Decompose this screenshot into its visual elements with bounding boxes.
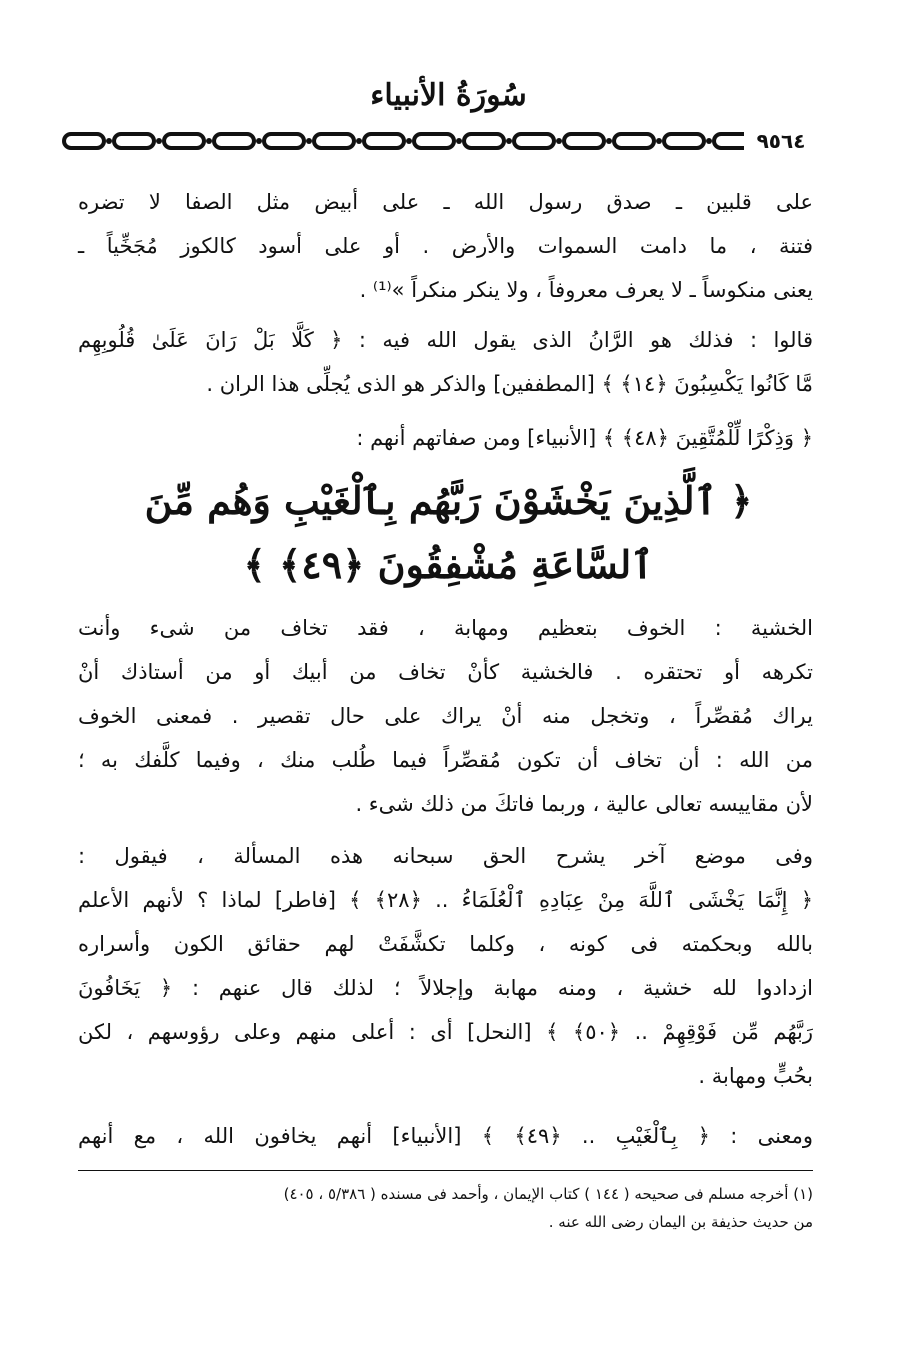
text-line: ومعنى : ﴿ بِٱلْغَيْبِ .. ﴿٤٩﴾ ﴾ [الأنبياء] أنهم يخافون الله ، مع أنهم bbox=[78, 1124, 813, 1148]
chain-dot bbox=[156, 138, 162, 144]
text-line: لأن مقاييسه تعالى عالية ، وربما فاتكَ من ذلك شىء . bbox=[355, 792, 813, 816]
chain-link bbox=[164, 134, 204, 148]
chain-dot bbox=[506, 138, 512, 144]
chain-link bbox=[514, 134, 554, 148]
text-line: يعنى منكوساً ـ لا يعرف معروفاً ، ولا ينكر منكراً »⁽¹⁾ . bbox=[359, 278, 813, 302]
chain-link bbox=[114, 134, 154, 148]
chain-dot bbox=[456, 138, 462, 144]
chain-link bbox=[664, 134, 704, 148]
footnote-line: من حديث حذيفة بن اليمان رضى الله عنه . bbox=[548, 1213, 813, 1231]
chain-dot bbox=[406, 138, 412, 144]
text-line: يراك مُقصِّراً ، وتخجل منه أنْ يراك على حال تقصير . فمعنى الخوف bbox=[78, 704, 813, 728]
surah-title: سُورَةُ الأنبياء bbox=[370, 78, 527, 113]
text-line: بحُبٍّ ومهابة . bbox=[698, 1064, 813, 1088]
chain-link bbox=[414, 134, 454, 148]
chain-link bbox=[364, 134, 404, 148]
chain-dot bbox=[706, 138, 712, 144]
chain-dot bbox=[256, 138, 262, 144]
text-line: تكرهه أو تحتقره . فالخشية كأنْ تخاف من أبيك أو من أستاذك أنْ bbox=[78, 660, 813, 684]
text-line: مَّا كَانُوا يَكْسِبُونَ ﴿١٤﴾ ﴾ [المطففين] والذكر هو الذى يُجلِّى هذا الران . bbox=[206, 372, 813, 396]
page-number: ٩٥٦٤ bbox=[744, 126, 818, 156]
text-line: رَبَّهُم مِّن فَوْقِهِمْ .. ﴿٥٠﴾ ﴾ [النحل] أى : أعلى منهم وعلى رؤوسهم ، لكن bbox=[78, 1020, 813, 1044]
text-line: من الله : أن تخاف أن تكون مُقصِّراً فيما طُلب منك ، وفيما كلَّفك به ؛ bbox=[78, 748, 813, 772]
chain-dot bbox=[206, 138, 212, 144]
chain-dot bbox=[106, 138, 112, 144]
text-line: ازدادوا لله خشية ، ومنه مهابة وإجلالاً ؛ لذلك قال عنهم : ﴿ يَخَافُونَ bbox=[78, 976, 813, 1000]
text-line: الخشية : الخوف بتعظيم ومهابة ، فقد تخاف من شىء وأنت bbox=[78, 616, 813, 640]
chain-dot bbox=[656, 138, 662, 144]
footnote-line: (١) أخرجه مسلم فى صحيحه ( ١٤٤ ) كتاب الإيمان ، وأحمد فى مسنده ( ٥/٣٨٦ ، ٤٠٥) bbox=[283, 1185, 813, 1203]
chain-dot bbox=[556, 138, 562, 144]
text-line: وفى موضع آخر يشرح الحق سبحانه هذه المسألة ، فيقول : bbox=[78, 844, 813, 868]
chain-link bbox=[264, 134, 304, 148]
text-line: قالوا : فذلك هو الرَّانُ الذى يقول الله فيه : ﴿ كَلَّا بَلْ رَانَ عَلَىٰ قُلُوبِهِم bbox=[78, 328, 813, 352]
chain-link bbox=[314, 134, 354, 148]
chain-dot bbox=[306, 138, 312, 144]
text-line: بالله وبحكمته فى كونه ، وكلما تكشَّفَتْ لهم حقائق الكون وأسراره bbox=[78, 932, 813, 956]
chain-dot bbox=[606, 138, 612, 144]
verse-line: ٱلسَّاعَةِ مُشْفِقُونَ ﴿٤٩﴾ ﴾ bbox=[243, 542, 654, 587]
chain-link bbox=[214, 134, 254, 148]
chain-link bbox=[464, 134, 504, 148]
chain-link bbox=[614, 134, 654, 148]
chain-link bbox=[64, 134, 104, 148]
decorative-chain-border bbox=[62, 130, 832, 152]
footnote-separator bbox=[78, 1170, 813, 1171]
text-line: ﴿ إِنَّمَا يَخْشَى ٱللَّهَ مِنْ عِبَادِهِ ٱلْعُلَمَاءُ .. ﴿٢٨﴾ ﴾ [فاطر] لماذا ؟ لأنهم الأعلم bbox=[78, 888, 813, 912]
text-line: على قلبين ـ صدق رسول الله ـ على أبيض مثل الصفا لا تضره bbox=[78, 190, 813, 214]
text-line: فتنة ، ما دامت السموات والأرض . أو على أسود كالكوز مُجَخِّياً ـ bbox=[78, 234, 813, 258]
chain-link bbox=[564, 134, 604, 148]
verse-line: ﴿ ٱلَّذِينَ يَخْشَوْنَ رَبَّهُم بِٱلْغَيْبِ وَهُم مِّنَ bbox=[144, 478, 753, 523]
chain-dot bbox=[356, 138, 362, 144]
text-line: ﴿ وَذِكْرًا لِّلْمُتَّقِينَ ﴿٤٨﴾ ﴾ [الأنبياء] ومن صفاتهم أنهم : bbox=[356, 426, 813, 450]
